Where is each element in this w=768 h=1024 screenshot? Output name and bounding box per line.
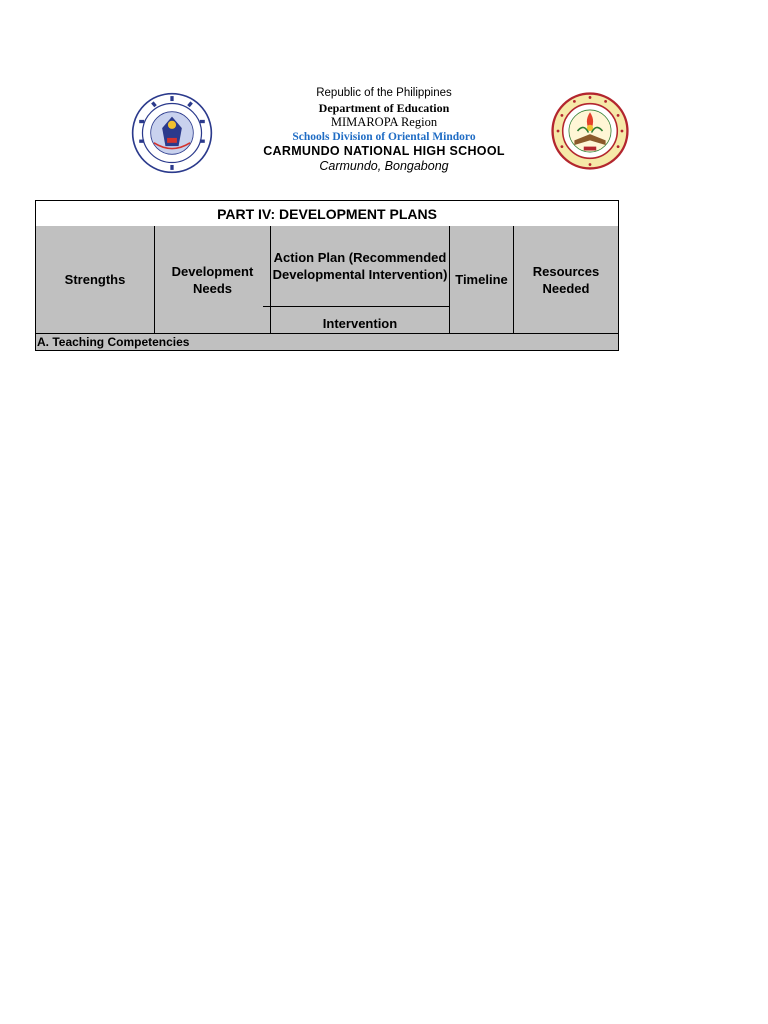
region-line: MIMAROPA Region — [330, 115, 438, 129]
letterhead — [0, 86, 768, 176]
division-seal-icon — [551, 92, 629, 170]
deped-seal-icon — [131, 92, 213, 174]
intervention-label: Intervention — [322, 316, 398, 331]
letterhead-text — [234, 86, 534, 173]
column-header-timeline: Timeline — [450, 226, 514, 334]
table-title: PART IV: DEVELOPMENT PLANS — [35, 200, 619, 227]
republic-line: Republic of the Philippines — [316, 87, 452, 99]
school-name: CARMUNDO NATIONAL HIGH SCHOOL — [263, 144, 505, 158]
column-header-strengths: Strengths — [35, 226, 155, 334]
action-plan-label: Action Plan (Recommended Developmental Intervention) — [272, 250, 448, 282]
school-address: Carmundo, Bongabong — [319, 158, 449, 173]
column-header-action-plan — [271, 226, 450, 334]
department-line: Department of Education — [318, 100, 450, 115]
column-header-resources-needed: Resources Needed — [514, 226, 619, 334]
division-line: Schools Division of Oriental Mindoro — [292, 130, 476, 143]
development-plans-table — [35, 200, 619, 351]
section-row-teaching-competencies: A. Teaching Competencies — [35, 333, 619, 351]
column-header-development-needs: Development Needs — [155, 226, 271, 334]
